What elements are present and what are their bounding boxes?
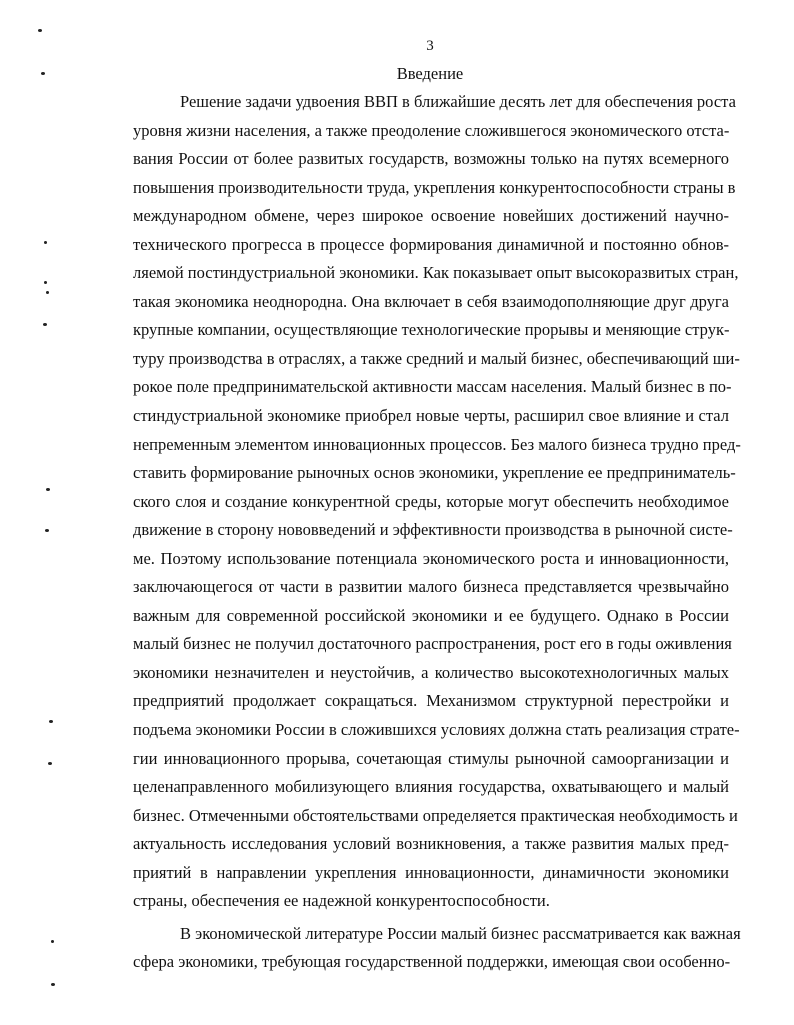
scan-speck: [49, 720, 53, 723]
text-line: приятий в направлении укрепления инновационности, динамичности экономики: [133, 862, 729, 882]
text-line: международном обмене, через широкое освоение новейших достижений научно-: [133, 206, 729, 226]
scan-speck: [45, 529, 49, 532]
body-text: [133, 88, 741, 977]
text-line: страны, обеспечения ее надежной конкурентоспособности.: [133, 891, 550, 911]
scan-speck: [48, 762, 52, 765]
scan-speck: [46, 488, 50, 491]
text-line: туру производства в отраслях, а также средний и малый бизнес, обеспечивающий ши-: [133, 348, 740, 368]
text-line: такая экономика неоднородна. Она включает в себя взаимодополняющие друг друга: [133, 291, 729, 311]
scan-speck: [38, 29, 42, 32]
scan-speck: [46, 291, 49, 294]
text-line: ского слоя и создание конкурентной среды, которые могут обеспечить необходимое: [133, 491, 729, 511]
scan-speck: [51, 983, 55, 986]
text-line: заключающегося от части в развитии малого бизнеса представляется чрезвычайно: [133, 577, 729, 597]
text-line: сфера экономики, требующая государственной поддержки, имеющая свои особенно-: [133, 952, 731, 972]
scan-speck: [44, 281, 47, 284]
scan-speck: [51, 940, 54, 943]
text-line: движение в сторону нововведений и эффективности производства в рыночной систе-: [133, 520, 733, 540]
text-line: ляемой постиндустриальной экономики. Как показывает опыт высокоразвитых стран,: [133, 263, 739, 283]
text-line: ме. Поэтому использование потенциала экономического роста и инновационности,: [133, 548, 729, 568]
text-line: технического прогресса в процессе формирования динамичной и постоянно обнов-: [133, 234, 729, 254]
text-line: Решение задачи удвоения ВВП в ближайшие десять лет для обеспечения роста: [180, 92, 736, 111]
text-line: актуальность исследования условий возникновения, а также развития малых пред-: [133, 834, 729, 854]
text-line: подъема экономики России в сложившихся условиях должна стать реализация страте-: [133, 720, 740, 740]
scan-speck: [44, 241, 47, 244]
page-number: 3: [426, 38, 434, 54]
text-line: уровня жизни населения, а также преодоление сложившегося экономического отста-: [133, 120, 730, 140]
text-line: рокое поле предпринимательской активности массам населения. Малый бизнес в по-: [133, 377, 732, 397]
text-line: малый бизнес не получил достаточного распространения, рост его в годы оживления: [133, 634, 732, 654]
text-line: гии инновационного прорыва, сочетающая стимулы рыночной самоорганизации и: [133, 748, 729, 768]
text-line: повышения производительности труда, укрепления конкурентоспособности страны в: [133, 177, 736, 197]
text-line: стиндустриальной экономике приобрел новые черты, расширил свое влияние и стал: [133, 406, 729, 426]
page-title: Введение: [396, 64, 464, 83]
text-line: крупные компании, осуществляющие технологические прорывы и меняющие струк-: [133, 320, 730, 340]
text-line: целенаправленного мобилизующего влияния государства, охватывающего и малый: [133, 777, 729, 797]
text-line: предприятий продолжает сокращаться. Механизмом структурной перестройки и: [133, 691, 729, 711]
text-line: бизнес. Отмеченными обстоятельствами определяется практическая необходимость и: [133, 805, 738, 825]
text-line: важным для современной российской экономики и ее будущего. Однако в России: [133, 605, 729, 625]
text-line: непременным элементом инновационных процессов. Без малого бизнеса трудно пред-: [133, 434, 741, 454]
text-line: экономики незначителен и неустойчив, а количество высокотехнологичных малых: [133, 662, 729, 682]
text-line: ставить формирование рыночных основ экономики, укрепление ее предприниматель-: [133, 463, 736, 483]
scan-speck: [43, 323, 47, 326]
text-line: вания России от более развитых государств, возможны только на путях всемерного: [133, 149, 729, 169]
text-line: В экономической литературе России малый бизнес рассматривается как важная: [180, 923, 741, 943]
